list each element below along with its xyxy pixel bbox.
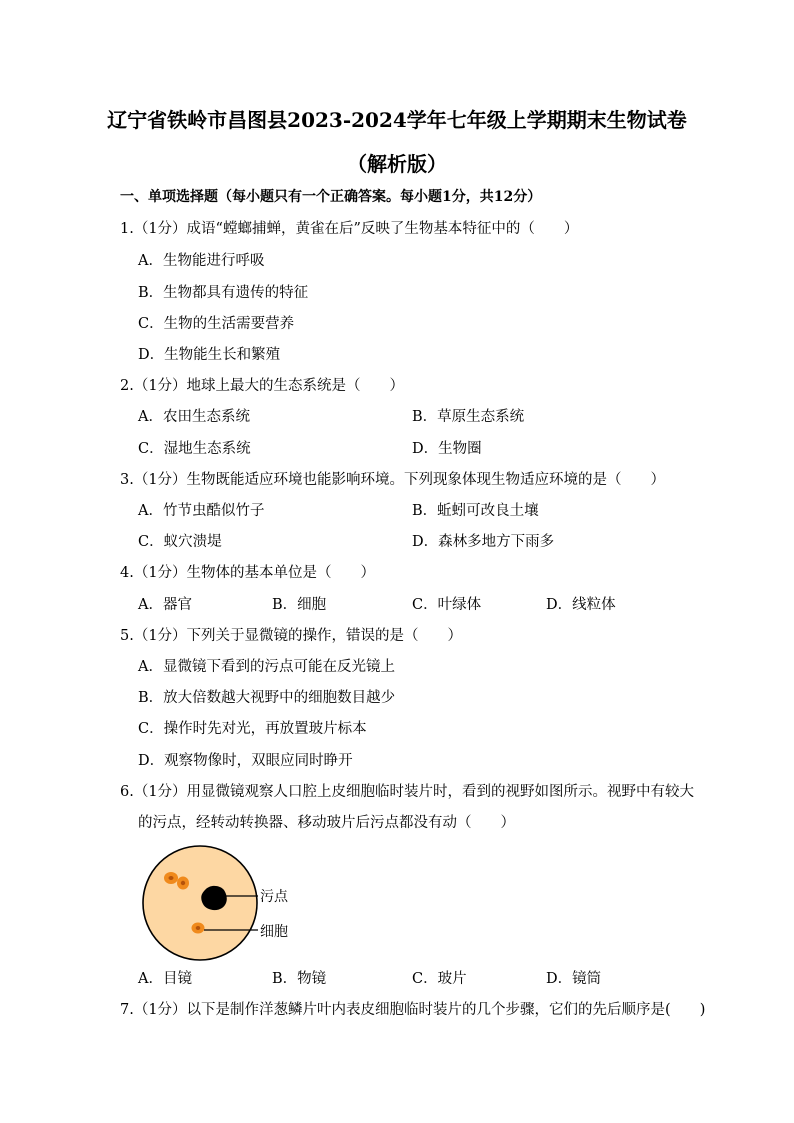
label-spot: 污点 <box>260 889 288 905</box>
cell-nucleus <box>169 876 174 880</box>
question-4-option-b: B．细胞 <box>272 597 327 613</box>
question-3-option-b: B．蚯蚓可改良土壤 <box>412 503 539 519</box>
question-3-stem: 3.（1分）生物既能适应环境也能影响环境。下列现象体现生物适应环境的是（ ） <box>120 472 666 488</box>
question-4-option-a: A．器官 <box>138 597 192 613</box>
microscope-field-figure <box>140 840 300 970</box>
question-3-option-d: D．森林多地方下雨多 <box>412 534 555 550</box>
question-6-stem: 6.（1分）用显微镜观察人口腔上皮细胞临时装片时，看到的视野如图所示。视野中有较大 <box>120 784 695 800</box>
question-4-stem: 4.（1分）生物体的基本单位是（ ） <box>120 565 376 581</box>
question-4-option-c: C．叶绿体 <box>412 597 482 613</box>
microscope-field-of-view <box>143 846 257 960</box>
question-6-option-b: B．物镜 <box>272 971 327 987</box>
question-6-option-a: A．目镜 <box>138 971 192 987</box>
question-3-option-a: A．竹节虫酷似竹子 <box>138 503 265 519</box>
question-1-option-a: A．生物能进行呼吸 <box>138 253 265 269</box>
question-5-option-c: C．操作时先对光，再放置玻片标本 <box>138 721 367 737</box>
question-6-stem-continued: 的污点，经转动转换器、移动玻片后污点都没有动（ ） <box>138 815 515 831</box>
question-1-stem: 1.（1分）成语“螳螂捕蝉，黄雀在后”反映了生物基本特征中的（ ） <box>120 221 579 237</box>
question-4-option-d: D．线粒体 <box>546 597 616 613</box>
page-subtitle: （解析版） <box>347 152 447 176</box>
question-2-option-b: B．草原生态系统 <box>412 409 525 425</box>
section-heading: 一、单项选择题（每小题只有一个正确答案。每小题1分，共12分） <box>120 189 542 205</box>
question-1-option-d: D．生物能生长和繁殖 <box>138 347 281 363</box>
question-2-option-a: A．农田生态系统 <box>138 409 250 425</box>
question-5-option-b: B．放大倍数越大视野中的细胞数目越少 <box>138 690 396 706</box>
question-2-option-c: C．湿地生态系统 <box>138 441 251 457</box>
question-5-stem: 5.（1分）下列关于显微镜的操作，错误的是（ ） <box>120 628 463 644</box>
question-1-option-c: C．生物的生活需要营养 <box>138 316 295 332</box>
question-6-option-c: C．玻片 <box>412 971 467 987</box>
question-5-option-a: A．显微镜下看到的污点可能在反光镜上 <box>138 659 395 675</box>
cell-nucleus <box>196 926 201 930</box>
question-5-option-d: D．观察物像时，双眼应同时睁开 <box>138 753 353 769</box>
page-title: 辽宁省铁岭市昌图县2023-2024学年七年级上学期期末生物试卷 <box>107 108 687 132</box>
label-cell: 细胞 <box>260 924 288 940</box>
question-2-option-d: D．生物圈 <box>412 441 482 457</box>
question-1-option-b: B．生物都具有遗传的特征 <box>138 285 309 301</box>
question-3-option-c: C．蚁穴溃堤 <box>138 534 222 550</box>
question-7-stem: 7.（1分）以下是制作洋葱鳞片叶内表皮细胞临时装片的几个步骤，它们的先后顺序是( ) <box>120 1002 706 1018</box>
question-6-option-d: D．镜筒 <box>546 971 602 987</box>
cell-nucleus <box>181 881 185 885</box>
question-2-stem: 2.（1分）地球上最大的生态系统是（ ） <box>120 378 405 394</box>
